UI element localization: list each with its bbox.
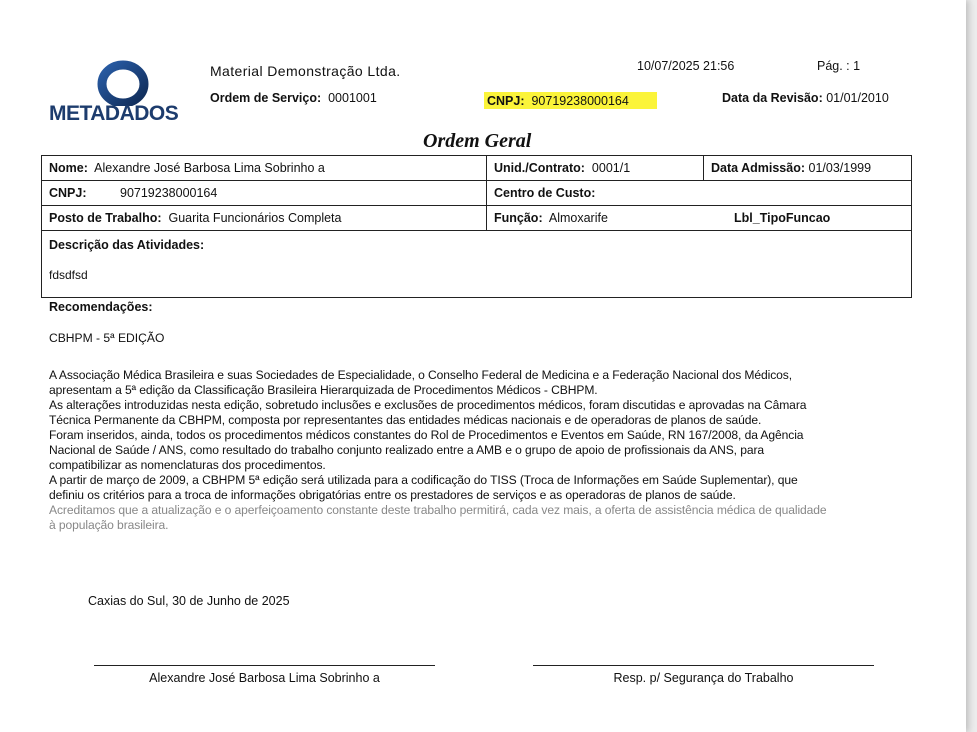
body-line: Nacional de Saúde / ANS, como resultado do trabalho conjunto realizado entre a AMB e o grupo de apoio de profissionais da ANS, para bbox=[49, 443, 765, 457]
logo-text: METADADOS bbox=[49, 102, 179, 125]
body-line: Acreditamos que a atualização e o aperfeiçoamento constante deste trabalho permitirá, cada vez mais, a oferta de assistência médica de qualidade bbox=[49, 503, 827, 517]
header-cnpj-label: CNPJ: bbox=[487, 94, 525, 108]
function-type bbox=[734, 211, 830, 225]
service-order-label: Ordem de Serviço: bbox=[210, 91, 322, 105]
body-line: As alterações introduzidas nesta edição, sobretudo inclusões e exclusões de procedimentos médicos, foram discutidas e aprovadas na Câmara bbox=[49, 398, 807, 412]
function-field bbox=[494, 211, 608, 225]
table-border-top bbox=[41, 155, 912, 156]
body-line: à população brasileira. bbox=[49, 518, 169, 532]
contract-field bbox=[494, 161, 630, 175]
admission-value: 01/03/1999 bbox=[808, 161, 872, 175]
table-column-divider bbox=[486, 155, 487, 230]
document-title: Ordem Geral bbox=[423, 130, 532, 152]
workstation-value: Guarita Funcionários Completa bbox=[168, 211, 342, 225]
cost-center-label: Centro de Custo: bbox=[494, 186, 596, 200]
logo-ring-icon bbox=[49, 56, 199, 106]
place-date: Caxias do Sul, 30 de Junho de 2025 bbox=[88, 594, 290, 608]
table-column-divider bbox=[703, 155, 704, 180]
name-label: Nome: bbox=[49, 161, 88, 175]
header-cnpj-value: 90719238000164 bbox=[531, 94, 629, 108]
body-line: definiu os critérios para a troca de informações obrigatórias entre os prestadores de serviços e as operadoras de planos de saúde. bbox=[49, 488, 736, 502]
company-name: Material Demonstração Ltda. bbox=[210, 63, 401, 79]
revision-date-value: 01/01/2010 bbox=[826, 91, 889, 105]
body-line: Técnica Permanente da CBHPM, composta por representantes das entidades médicas nacionais e de operadoras de planos de saúde. bbox=[49, 413, 762, 427]
header-cnpj-highlight bbox=[484, 92, 657, 109]
body-line: A Associação Médica Brasileira e suas Sociedades de Especialidade, o Conselho Federal de Medicina e a Federação Nacional dos Médicos, bbox=[49, 368, 792, 382]
signature-label-right: Resp. p/ Segurança do Trabalho bbox=[613, 671, 794, 685]
revision-date bbox=[722, 91, 889, 105]
service-order bbox=[210, 91, 377, 105]
table-border-left bbox=[41, 155, 42, 297]
table-border-right bbox=[911, 155, 912, 297]
workstation-label: Posto de Trabalho: bbox=[49, 211, 162, 225]
contract-label: Unid./Contrato: bbox=[494, 161, 585, 175]
cnpj-value: 90719238000164 bbox=[120, 186, 218, 200]
table-divider bbox=[41, 180, 912, 181]
activities-value: fdsdfsd bbox=[49, 268, 88, 282]
cost-center-field bbox=[494, 186, 595, 200]
service-order-value: 0001001 bbox=[328, 91, 377, 105]
signature-label-left: Alexandre José Barbosa Lima Sobrinho a bbox=[149, 671, 380, 685]
cnpj-label: CNPJ: bbox=[49, 186, 87, 200]
contract-value: 0001/1 bbox=[591, 161, 631, 175]
table-divider bbox=[41, 205, 912, 206]
workstation-field bbox=[49, 211, 341, 225]
signature-line-left bbox=[94, 665, 435, 666]
body-line: compatibilizar as nomenclaturas dos procedimentos. bbox=[49, 458, 326, 472]
activities-label bbox=[49, 238, 204, 252]
admission-label: Data Admissão: bbox=[711, 161, 806, 175]
function-value: Almoxarife bbox=[548, 211, 608, 225]
activities-label-text: Descrição das Atividades: bbox=[49, 238, 205, 252]
body-line: Foram inseridos, ainda, todos os procedimentos médicos constantes do Rol de Procedimentos e Eventos em Saúde, RN 167/2008, da Agência bbox=[49, 428, 804, 442]
page-number: Pág. : 1 bbox=[817, 59, 861, 73]
recommendations-label bbox=[49, 300, 153, 314]
print-datetime: 10/07/2025 21:56 bbox=[637, 59, 735, 73]
table-divider bbox=[41, 297, 912, 298]
recommendations-label-text: Recomendações: bbox=[49, 300, 153, 314]
recommendations-body bbox=[49, 368, 919, 533]
name-value: Alexandre José Barbosa Lima Sobrinho a bbox=[94, 161, 325, 175]
admission-field bbox=[711, 161, 871, 175]
body-line: A partir de março de 2009, a CBHPM 5ª edição será utilizada para a codificação do TISS (Troca de Informações em Saúde Suplementar), que bbox=[49, 473, 798, 487]
recommendations-heading: CBHPM - 5ª EDIÇÃO bbox=[49, 331, 165, 345]
function-type-value: Lbl_TipoFuncao bbox=[734, 211, 831, 225]
name-field bbox=[49, 161, 325, 175]
body-line: apresentam a 5ª edição da Classificação Brasileira Hierarquizada de Procedimentos Médicos - CBHPM. bbox=[49, 383, 598, 397]
metadados-logo bbox=[49, 56, 199, 128]
table-divider bbox=[41, 230, 912, 231]
revision-date-label: Data da Revisão: bbox=[722, 91, 823, 105]
function-label: Função: bbox=[494, 211, 543, 225]
cnpj-field bbox=[49, 186, 87, 200]
signature-line-right bbox=[533, 665, 874, 666]
